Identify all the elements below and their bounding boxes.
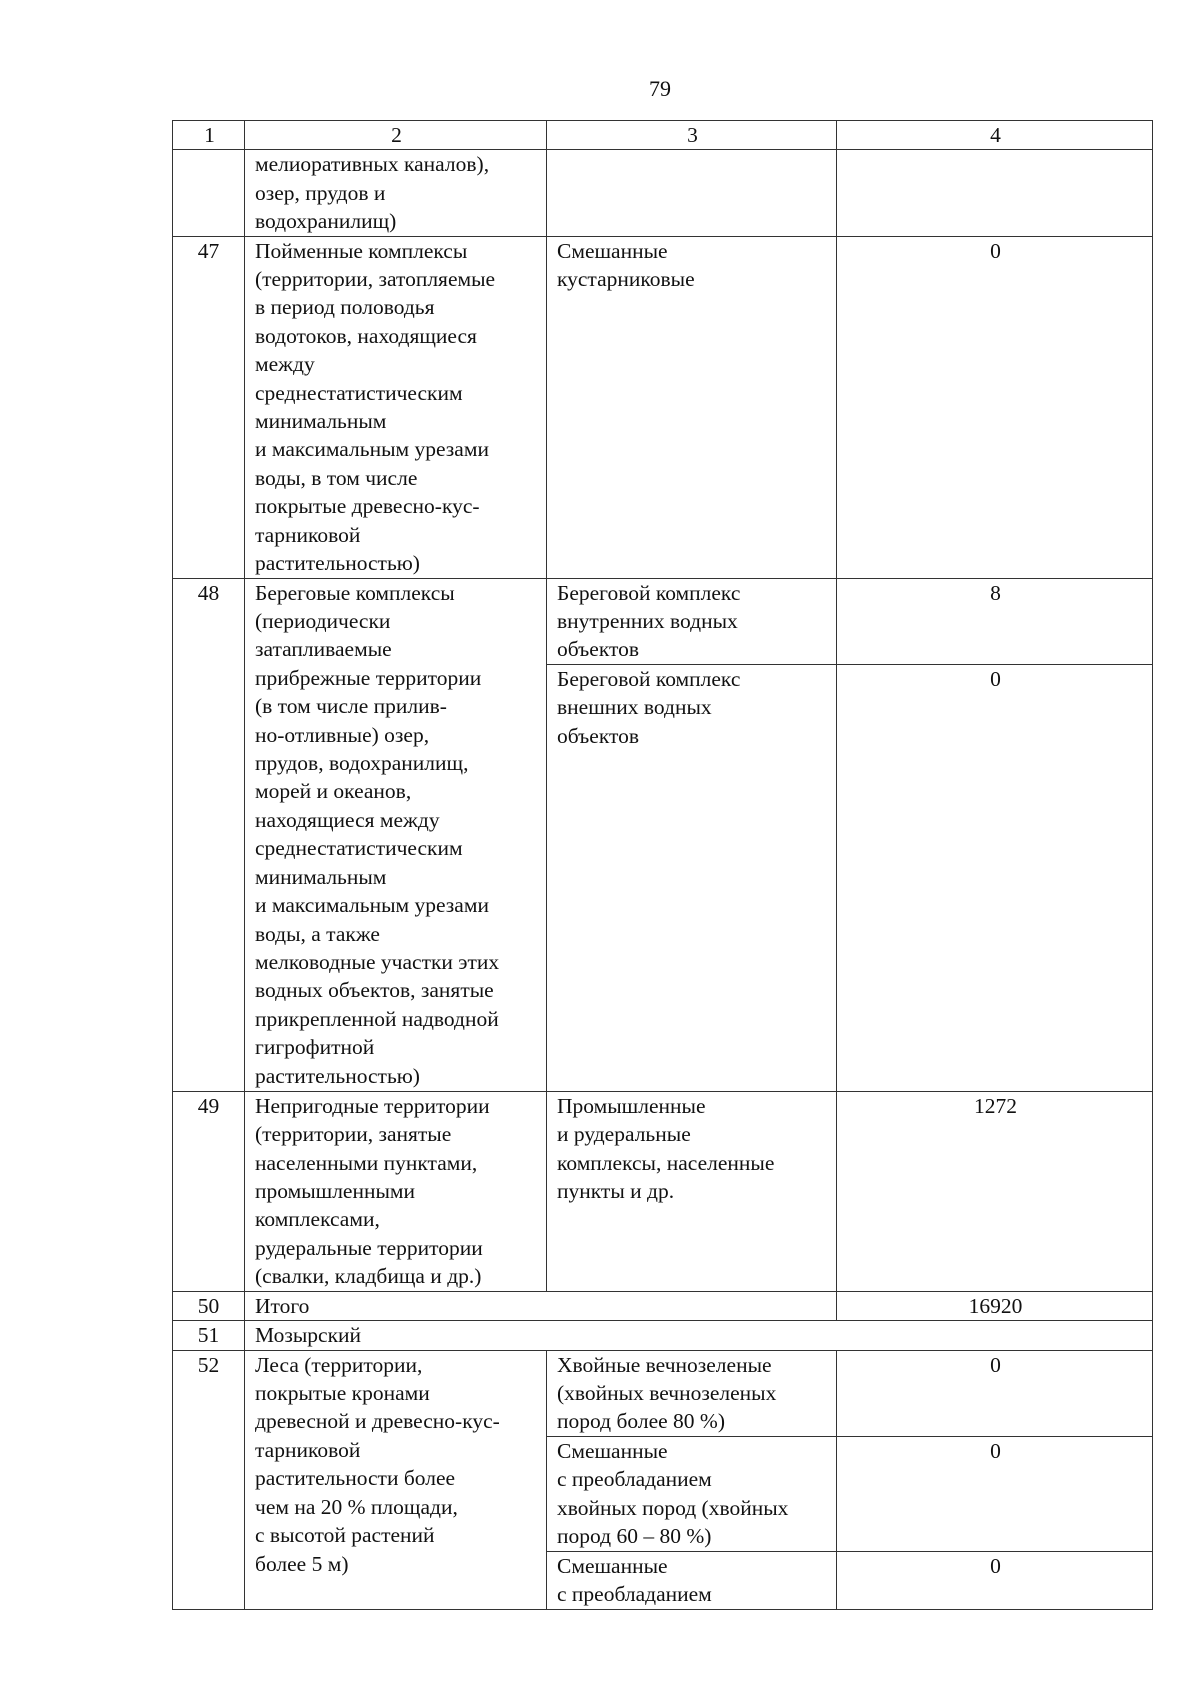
row-description: Итого [245,1291,837,1320]
row-subtype: Береговой комплекс внешних водных объектов [547,664,837,1091]
row-number: 52 [173,1350,245,1609]
row-number: 48 [173,578,245,1091]
row-description: мелиоративных каналов), озер, прудов и водохранилищ) [245,150,547,236]
row-description: Леса (территории, покрытые кронами древесной и древесно-кус- тарниковой растительности более чем на 20 % площади, с высотой растений более 5 м) [245,1350,547,1609]
row-subtype: Хвойные вечнозеленые (хвойных вечнозеленых пород более 80 %) [547,1350,837,1436]
row-subtype: Смешанные с преобладанием [547,1551,837,1609]
row-value: 0 [837,1436,1153,1551]
row-subtype: Смешанные с преобладанием хвойных пород (хвойных пород 60 – 80 %) [547,1436,837,1551]
table-row [173,236,1153,578]
row-number: 49 [173,1091,245,1291]
row-value: 0 [837,1551,1153,1609]
row-value: 8 [837,578,1153,664]
header-col-4: 4 [837,121,1153,150]
row-description: Непригодные территории (территории, занятые населенными пунктами, промышленными комплексами, рудеральные территории (свалки, кладбища и др.) [245,1091,547,1291]
row-value: 1272 [837,1091,1153,1291]
table-header-row [173,121,1153,150]
row-number: 47 [173,236,245,578]
row-value: 0 [837,664,1153,1091]
row-number: 51 [173,1321,245,1350]
row-value [837,150,1153,236]
table-row [173,1291,1153,1320]
page-number: 79 [649,76,671,101]
header-col-1: 1 [173,121,245,150]
table-row [173,578,1153,664]
row-value: 0 [837,236,1153,578]
row-value: 16920 [837,1291,1153,1320]
table-row [173,1091,1153,1291]
header-col-2: 2 [245,121,547,150]
row-number: 50 [173,1291,245,1320]
row-subtype: Береговой комплекс внутренних водных объектов [547,578,837,664]
row-number [173,150,245,236]
row-subtype [547,150,837,236]
header-col-3: 3 [547,121,837,150]
row-description: Мозырский [245,1321,1153,1350]
table-row [173,150,1153,236]
row-subtype: Смешанные кустарниковые [547,236,837,578]
classification-table [172,120,1153,1610]
table-row [173,1350,1153,1436]
row-value: 0 [837,1350,1153,1436]
row-description: Пойменные комплексы (территории, затопляемые в период половодья водотоков, находящиеся между среднестатистическим минимальным и максимальным урезами воды, в том числе покрытые древесно-кус- тарниковой растительностью) [245,236,547,578]
table-row [173,1321,1153,1350]
row-subtype: Промышленные и рудеральные комплексы, населенные пункты и др. [547,1091,837,1291]
row-description: Береговые комплексы (периодически затапливаемые прибрежные территории (в том числе прилив- но-отливные) озер, прудов, водохранилищ, морей и океанов, находящиеся между среднестатистическим минимальным и максимальным урезами воды, а также мелководные участки этих водных объектов, занятые прикрепленной надводной гигрофитной растительностью) [245,578,547,1091]
